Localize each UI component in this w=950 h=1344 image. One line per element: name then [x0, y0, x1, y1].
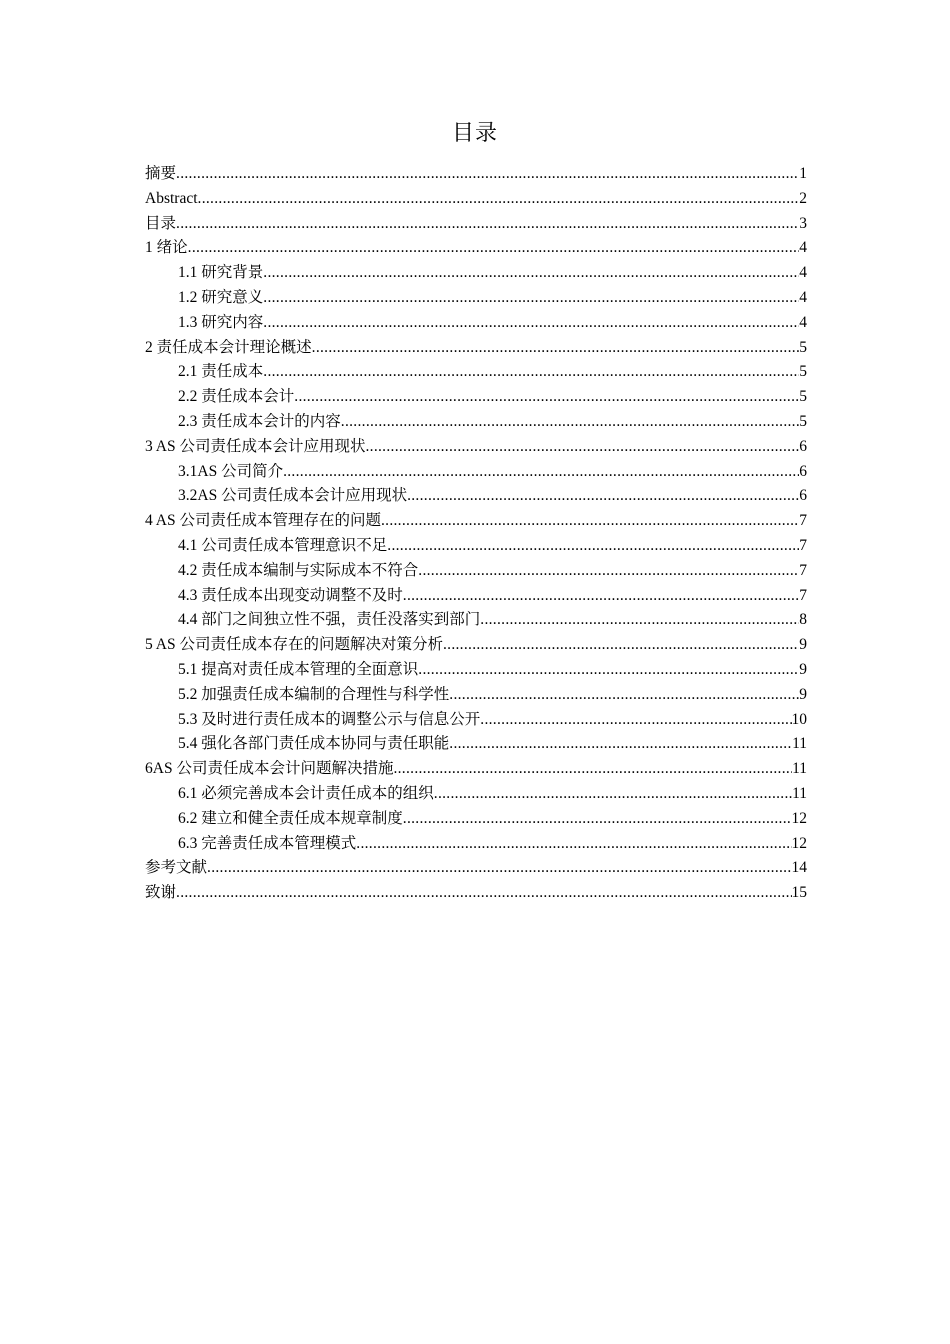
toc-entry[interactable]	[145, 460, 807, 485]
toc-entry-title: 1.1 研究背景	[178, 264, 264, 282]
toc-leader-dots	[403, 584, 799, 609]
toc-entry[interactable]	[145, 608, 807, 633]
toc-leader-dots	[387, 534, 799, 559]
toc-entry-title: 摘要	[145, 165, 177, 182]
toc-entry-page-number: 11	[792, 760, 807, 778]
toc-entry[interactable]	[145, 286, 807, 311]
toc-entry[interactable]	[145, 484, 807, 509]
toc-entry-title: 2.2 责任成本会计	[178, 388, 295, 406]
toc-leader-dots	[407, 484, 799, 509]
toc-entry-page-number: 15	[791, 884, 807, 902]
toc-entry-page-number: 5	[799, 412, 807, 430]
toc-entry[interactable]	[145, 658, 807, 683]
toc-entry[interactable]	[145, 410, 807, 435]
toc-leader-dots	[381, 509, 799, 534]
toc-entry-title: 4.3 责任成本出现变动调整不及时	[178, 586, 403, 604]
toc-leader-dots	[443, 633, 799, 658]
toc-entry-title: 致谢	[145, 884, 177, 902]
toc-entry-page-number: 12	[791, 834, 807, 852]
toc-entry-title: 5 AS 公司责任成本存在的问题解决对策分析	[145, 636, 443, 654]
toc-entry-page-number: 10	[791, 710, 807, 728]
toc-leader-dots	[418, 658, 799, 683]
toc-entry-page-number: 4	[799, 239, 807, 257]
toc-entry-title: 2 责任成本会计理论概述	[145, 338, 312, 356]
toc-entry[interactable]	[145, 757, 807, 782]
toc-entry-title: 1.3 研究内容	[178, 313, 264, 331]
toc-entry-title: 2.1 责任成本	[178, 363, 264, 381]
toc-entry[interactable]	[145, 708, 807, 733]
toc-entry-title: 1 绪论	[145, 239, 188, 257]
toc-entry-page-number: 2	[799, 189, 807, 207]
toc-entry-page-number: 9	[799, 636, 807, 654]
toc-entry-title: 1.2 研究意义	[178, 288, 264, 306]
toc-leader-dots	[449, 683, 799, 708]
toc-entry-page-number: 9	[799, 660, 807, 678]
toc-entry[interactable]	[145, 782, 807, 807]
toc-entry[interactable]	[145, 311, 807, 336]
toc-entry-title: 4.4 部门之间独立性不强，责任没落实到部门	[178, 611, 481, 629]
toc-leader-dots	[176, 881, 791, 906]
toc-leader-dots	[356, 832, 791, 857]
toc-entry[interactable]	[145, 360, 807, 385]
toc-leader-dots	[393, 757, 792, 782]
toc-entry-title: 4.2 责任成本编制与实际成本不符合	[178, 561, 419, 579]
toc-entry-title: Abstract	[145, 189, 198, 207]
toc-leader-dots	[176, 162, 799, 187]
toc-entry-page-number: 6	[799, 487, 807, 505]
toc-entry-page-number: 7	[799, 512, 807, 530]
toc-entry-title: 6AS 公司责任成本会计问题解决措施	[145, 760, 394, 778]
toc-entry-page-number: 7	[799, 536, 807, 554]
toc-leader-dots	[480, 708, 791, 733]
toc-entry-page-number: 1	[799, 165, 807, 182]
toc-entry-page-number: 5	[799, 388, 807, 406]
toc-entry-page-number: 5	[799, 338, 807, 356]
toc-leader-dots	[263, 286, 799, 311]
toc-leader-dots	[341, 410, 799, 435]
toc-entry[interactable]	[145, 832, 807, 857]
toc-entry[interactable]	[145, 385, 807, 410]
toc-entry[interactable]	[145, 633, 807, 658]
toc-entry[interactable]	[145, 509, 807, 534]
toc-leader-dots	[418, 559, 799, 584]
toc-entry-title: 3.2AS 公司责任成本会计应用现状	[178, 487, 408, 505]
toc-entry[interactable]	[145, 212, 807, 237]
toc-entry-title: 3 AS 公司责任成本会计应用现状	[145, 437, 366, 455]
toc-leader-dots	[207, 856, 791, 881]
toc-entry[interactable]	[145, 261, 807, 286]
toc-entry-title: 2.3 责任成本会计的内容	[178, 412, 341, 430]
toc-entry[interactable]	[145, 856, 807, 881]
toc-entry[interactable]	[145, 336, 807, 361]
toc-entry-page-number: 11	[792, 784, 807, 802]
table-of-contents	[145, 162, 807, 906]
toc-entry[interactable]	[145, 534, 807, 559]
toc-entry-page-number: 7	[799, 586, 807, 604]
toc-leader-dots	[449, 732, 792, 757]
toc-leader-dots	[188, 236, 800, 261]
toc-entry[interactable]	[145, 559, 807, 584]
toc-entry-page-number: 7	[799, 561, 807, 579]
toc-entry[interactable]	[145, 187, 807, 212]
toc-entry-page-number: 6	[799, 462, 807, 480]
toc-leader-dots	[263, 311, 799, 336]
toc-leader-dots	[263, 360, 799, 385]
toc-leader-dots	[403, 807, 792, 832]
toc-entry-title: 参考文献	[145, 859, 208, 877]
toc-entry-title: 6.2 建立和健全责任成本规章制度	[178, 809, 403, 827]
toc-entry[interactable]	[145, 683, 807, 708]
toc-entry-page-number: 4	[799, 264, 807, 282]
toc-leader-dots	[434, 782, 792, 807]
toc-entry-title: 目录	[145, 214, 177, 232]
toc-leader-dots	[312, 336, 800, 361]
toc-entry-title: 3.1AS 公司简介	[178, 462, 284, 480]
toc-entry[interactable]	[145, 732, 807, 757]
toc-entry-title: 6.3 完善责任成本管理模式	[178, 834, 357, 852]
toc-leader-dots	[480, 608, 799, 633]
toc-entry-page-number: 11	[792, 735, 807, 753]
toc-entry[interactable]	[145, 584, 807, 609]
toc-leader-dots	[294, 385, 799, 410]
toc-entry[interactable]	[145, 881, 807, 906]
toc-entry-page-number: 4	[799, 288, 807, 306]
toc-leader-dots	[198, 187, 800, 212]
toc-entry-title: 4 AS 公司责任成本管理存在的问题	[145, 512, 381, 530]
toc-entry-page-number: 8	[799, 611, 807, 629]
toc-entry-title: 5.2 加强责任成本编制的合理性与科学性	[178, 685, 450, 703]
toc-entry-page-number: 3	[799, 214, 807, 232]
toc-leader-dots	[365, 435, 799, 460]
toc-entry-title: 6.1 必须完善成本会计责任成本的组织	[178, 784, 434, 802]
toc-entry[interactable]	[145, 435, 807, 460]
toc-entry[interactable]	[145, 807, 807, 832]
toc-leader-dots	[176, 212, 799, 237]
toc-entry-page-number: 6	[799, 437, 807, 455]
toc-leader-dots	[263, 261, 799, 286]
toc-entry-title: 5.3 及时进行责任成本的调整公示与信息公开	[178, 710, 481, 728]
toc-entry-page-number: 9	[799, 685, 807, 703]
toc-entry-page-number: 5	[799, 363, 807, 381]
toc-leader-dots	[283, 460, 799, 485]
toc-entry[interactable]	[145, 236, 807, 261]
toc-entry-title: 5.4 强化各部门责任成本协同与责任职能	[178, 735, 450, 753]
toc-entry-page-number: 4	[799, 313, 807, 331]
toc-entry-page-number: 14	[791, 859, 807, 877]
toc-entry-title: 5.1 提高对责任成本管理的全面意识	[178, 660, 419, 678]
toc-entry[interactable]	[145, 162, 807, 187]
page-title: 目录	[451, 121, 498, 146]
toc-entry-title: 4.1 公司责任成本管理意识不足	[178, 536, 388, 554]
toc-entry-page-number: 12	[791, 809, 807, 827]
